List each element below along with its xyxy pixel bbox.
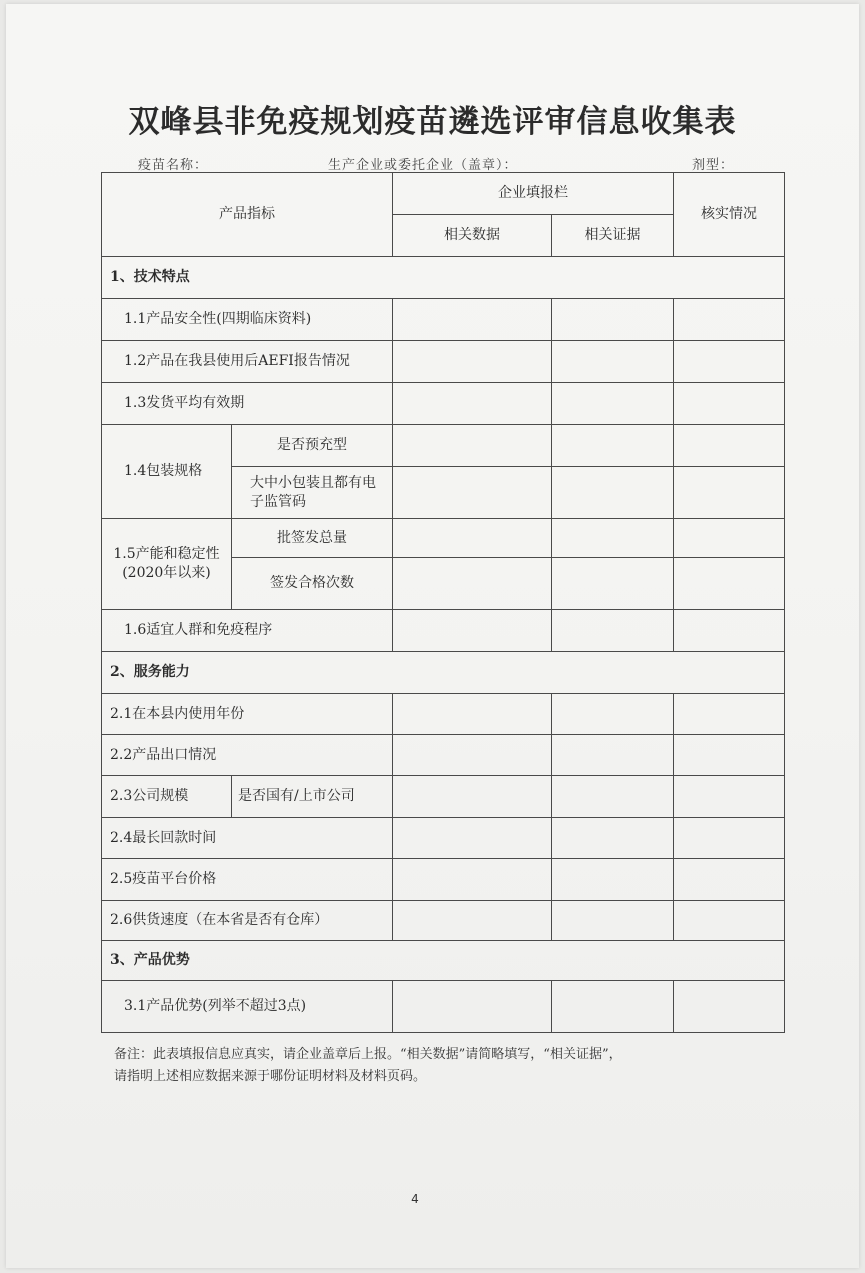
cell-verification[interactable] [674, 818, 785, 859]
cell-related-evidence[interactable] [552, 981, 674, 1033]
cell-related-data[interactable] [393, 859, 552, 901]
cell-related-evidence[interactable] [552, 818, 674, 859]
cell-related-evidence[interactable] [552, 901, 674, 941]
page-number: 4 [411, 1192, 419, 1206]
table-row [102, 901, 785, 941]
table-row [102, 735, 785, 776]
footnote-line-2: 请指明上述相应数据来源于哪份证明材料及材料页码。 [114, 1069, 427, 1084]
sub-row-label: 是否预充型 [232, 425, 393, 467]
row-label: 1.6适宜人群和免疫程序 [102, 610, 393, 652]
row-label: 2.3公司规模 [102, 776, 232, 818]
row-label: 2.4最长回款时间 [102, 818, 393, 859]
row-label: 2.2产品出口情况 [102, 735, 393, 776]
table-row [102, 341, 785, 383]
table-row [102, 981, 785, 1033]
cell-related-data[interactable] [393, 383, 552, 425]
section-advantage: 3、产品优势 [102, 941, 785, 981]
row-label: 2.1在本县内使用年份 [102, 694, 393, 735]
header-indicator: 产品指标 [102, 173, 393, 257]
section-tech: 1、技术特点 [102, 257, 785, 299]
cell-related-evidence[interactable] [552, 694, 674, 735]
row-label: 1.1产品安全性(四期临床资料) [102, 299, 393, 341]
table-row [102, 519, 785, 558]
header-company-section: 企业填报栏 [393, 173, 674, 215]
cell-verification[interactable] [674, 901, 785, 941]
table-row [102, 383, 785, 425]
info-collection-table [101, 172, 785, 1033]
table-row [102, 776, 785, 818]
sub-row-label: 签发合格次数 [232, 558, 393, 610]
cell-verification[interactable] [674, 981, 785, 1033]
cell-related-data[interactable] [393, 901, 552, 941]
section-service: 2、服务能力 [102, 652, 785, 694]
header-verification: 核实情况 [674, 173, 785, 257]
cell-related-data[interactable] [393, 735, 552, 776]
cell-related-data[interactable] [393, 776, 552, 818]
cell-related-evidence[interactable] [552, 776, 674, 818]
row-label: 2.6供货速度（在本省是否有仓库） [102, 901, 393, 941]
sub-row-label: 大中小包装且都有电子监管码 [232, 467, 393, 519]
cell-verification[interactable] [674, 776, 785, 818]
cell-related-evidence[interactable] [552, 425, 674, 467]
cell-verification[interactable] [674, 299, 785, 341]
vaccine-name-label: 疫苗名称： [138, 158, 209, 173]
row-label: 1.3发货平均有效期 [102, 383, 393, 425]
cell-related-data[interactable] [393, 425, 552, 467]
row-label: 1.5产能和稳定性(2020年以来) [102, 519, 232, 610]
cell-verification[interactable] [674, 610, 785, 652]
cell-verification[interactable] [674, 735, 785, 776]
cell-related-evidence[interactable] [552, 383, 674, 425]
cell-related-evidence[interactable] [552, 467, 674, 519]
footnote-line-1: 备注：此表填报信息应真实，请企业盖章后上报。“相关数据”请简略填写，“相关证据”， [114, 1047, 622, 1062]
table-row [102, 425, 785, 467]
table-row [102, 610, 785, 652]
table-row [102, 818, 785, 859]
page-title: 双峰县非免疫规划疫苗遴选评审信息收集表 [128, 104, 737, 140]
table-row [102, 299, 785, 341]
row-label: 3.1产品优势(列举不超过3点) [102, 981, 393, 1033]
cell-related-evidence[interactable] [552, 558, 674, 610]
footnote [114, 1044, 754, 1088]
cell-related-data[interactable] [393, 467, 552, 519]
cell-verification[interactable] [674, 694, 785, 735]
cell-verification[interactable] [674, 467, 785, 519]
cell-related-data[interactable] [393, 610, 552, 652]
sub-row-label: 是否国有/上市公司 [232, 776, 393, 818]
cell-related-evidence[interactable] [552, 299, 674, 341]
cell-verification[interactable] [674, 519, 785, 558]
table-row [102, 859, 785, 901]
manufacturer-label: 生产企业或委托企业（盖章）： [328, 158, 518, 173]
cell-related-data[interactable] [393, 299, 552, 341]
cell-verification[interactable] [674, 383, 785, 425]
header-related-data: 相关数据 [393, 215, 552, 257]
row-label: 1.2产品在我县使用后AEFI报告情况 [102, 341, 393, 383]
cell-related-evidence[interactable] [552, 341, 674, 383]
cell-verification[interactable] [674, 558, 785, 610]
dosage-form-label: 剂型： [692, 158, 735, 173]
cell-related-evidence[interactable] [552, 519, 674, 558]
cell-verification[interactable] [674, 341, 785, 383]
cell-verification[interactable] [674, 425, 785, 467]
cell-related-evidence[interactable] [552, 735, 674, 776]
cell-related-data[interactable] [393, 558, 552, 610]
cell-verification[interactable] [674, 859, 785, 901]
cell-related-data[interactable] [393, 694, 552, 735]
row-label: 1.4包装规格 [102, 425, 232, 519]
cell-related-data[interactable] [393, 341, 552, 383]
cell-related-data[interactable] [393, 519, 552, 558]
table-row [102, 694, 785, 735]
header-related-evidence: 相关证据 [552, 215, 674, 257]
cell-related-evidence[interactable] [552, 859, 674, 901]
cell-related-data[interactable] [393, 818, 552, 859]
row-label: 2.5疫苗平台价格 [102, 859, 393, 901]
cell-related-data[interactable] [393, 981, 552, 1033]
sub-row-label: 批签发总量 [232, 519, 393, 558]
cell-related-evidence[interactable] [552, 610, 674, 652]
